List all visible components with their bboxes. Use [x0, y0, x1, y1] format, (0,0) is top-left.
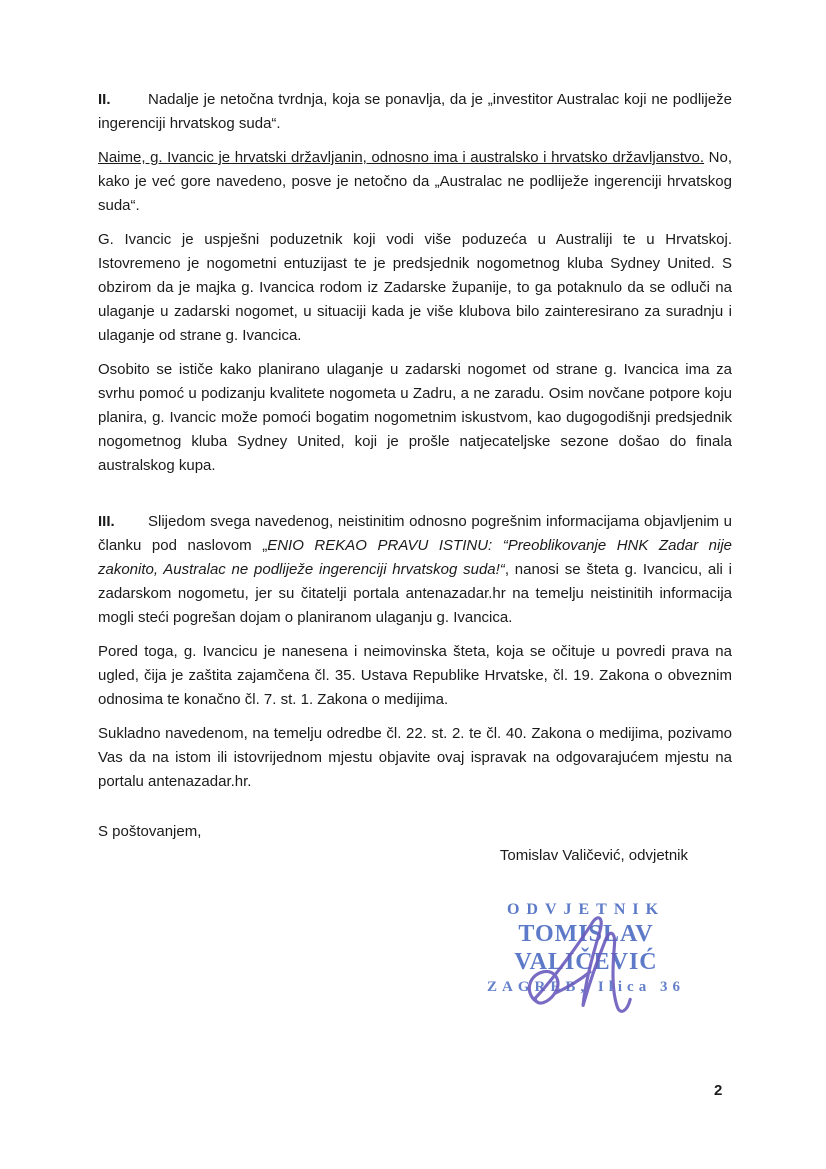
paragraph-about-ivancic-text: G. Ivancic je uspješni poduzetnik koji vodi više poduzeća u Australiji te u Hrvatskoj. Istovremeno je nogometni entuzijast te je predsjednik nogometnog kluba Sydney United. S obzirom da je majka g. Ivancica rodom iz Zadarske županije, to ga potaknulo da se odluči na ulaganje u zadarski nogomet, u situaciji kada je više klubova bilo zainteresirano za suradnju i ulaganje od strane g. Ivancica.	[98, 231, 732, 344]
paragraph-ii-label: II.	[98, 91, 111, 108]
paragraph-investment-purpose	[98, 358, 732, 478]
paragraph-ii-text: Nadalje je netočna tvrdnja, koja se ponavlja, da je „investitor Australac koji ne podliježe ingerenciji hrvatskog suda“.	[98, 91, 732, 132]
stamp-name: TOMISLAV VALIČEVIĆ	[514, 921, 658, 975]
page-number: 2	[714, 1082, 723, 1099]
paragraph-iii-label: III.	[98, 513, 115, 530]
closing-salutation: S poštovanjem,	[98, 823, 202, 840]
paragraph-iii-text-intro: Slijedom svega navedenog, neistinitim odnosno pogrešnim informacijama objavljenim u članku pod naslovom „	[98, 513, 732, 554]
paragraph-naime-text: No, kako je već gore navedeno, posve je netočno da „Australac ne podliježe ingerenciji hrvatskog suda“.	[98, 149, 733, 214]
paragraph-naime	[98, 146, 732, 218]
paragraph-naime-underlined-sentence: Naime, g. Ivancic je hrvatski državljanin, odnosno ima i australsko i hrvatsko državljanstvo.	[98, 149, 705, 166]
closing-block	[98, 820, 732, 868]
handwritten-signature	[523, 912, 653, 1020]
paragraph-ii	[98, 88, 732, 136]
stamp-title: ODVJETNIK	[506, 901, 666, 918]
document-body	[98, 88, 732, 868]
signer-name: Tomislav Valičević, odvjetnik	[499, 847, 688, 864]
paragraph-iii	[98, 510, 732, 630]
paragraph-iii-text-rest: , nanosi se šteta g. Ivancicu, ali i zadarskom nogometu, jer su čitatelji portala antenazadar.hr na temelju neistinitih informacija mogli steći pogrešan dojam o planiranom ulaganju g. Ivancica.	[98, 561, 733, 626]
stamp-address: ZAGREB, Ilica 36	[487, 979, 685, 995]
paragraph-investment-purpose-text: Osobito se ističe kako planirano ulaganje u zadarski nogomet od strane g. Ivancica ima za svrhu pomoć u podizanju kvalitete nogometa u Zadru, a ne zaradu. Osim novčane potpore koju planira, g. Ivancic može pomoći bogatim nogometnim iskustvom, kao dugogodišnji predsjednik nogometnog kluba Sydney United, koji je prošle natjecateljske sezone došao do finala australskog kupa.	[98, 361, 732, 474]
paragraph-iii-article-title: ENIO REKAO PRAVU ISTINU: “Preoblikovanje HNK Zadar nije zakonito, Australac ne podliježe ingerenciji hrvatskog suda!“	[98, 537, 732, 578]
paragraph-request	[98, 722, 732, 794]
paragraph-damages-text: Pored toga, g. Ivancicu je nanesena i neimovinska šteta, koja se očituje u povredi prava na ugled, čija je zaštita zajamčena čl. 35. Ustava Republike Hrvatske, čl. 19. Zakona o obveznim odnosima te konačno čl. 7. st. 1. Zakona o medijima.	[98, 643, 732, 708]
paragraph-about-ivancic	[98, 228, 732, 348]
paragraph-request-text: Sukladno navedenom, na temelju odredbe čl. 22. st. 2. te čl. 40. Zakona o medijima, pozivamo Vas da na istom ili istovrijednom mjestu objavite ovaj ispravak na odgovarajućem mjestu na portalu antenazadar.hr.	[98, 725, 732, 790]
paragraph-damages	[98, 640, 732, 712]
